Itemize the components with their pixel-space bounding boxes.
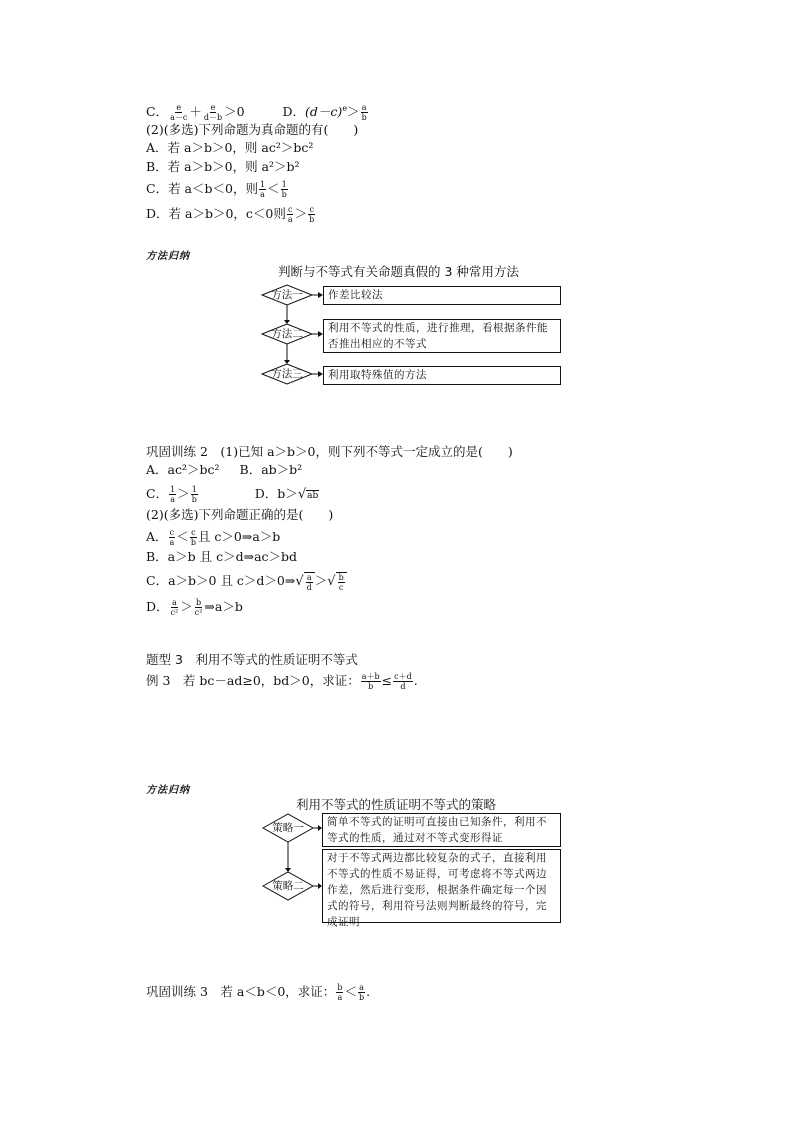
train2-options-cd: C． $\frac{1}{a}$ ＞ $\frac{1}{b}$ D．b＞√ab: [146, 485, 319, 504]
method-node-2: 方法二: [271, 328, 303, 340]
train2-options-ab: [146, 462, 302, 478]
strategy-node-1: 策略一: [272, 822, 304, 834]
fraction: $\frac{e}{a-c}$: [170, 103, 188, 122]
train2-stem-2: (2)(多选)下列命题正确的是( ): [146, 507, 334, 522]
q2-option-c: C．若 a＜b＜0，则 $\frac{1}{a}$ ＜ $\frac{1}{b}$: [146, 180, 287, 199]
method-node-1: 方法一: [271, 289, 303, 301]
q1-options-cd: C． $\frac{e}{a-c}$ ＋ $\frac{e}{d-b}$ ＞0 D．$(d-c)^e>$ $\frac{a}{b}$: [146, 103, 367, 122]
method-summary-label: 方法归纳: [146, 251, 190, 262]
train2-option-d2: D． $\frac{a}{\text{c²}}$ ＞ $\frac{b}{\text{c²}}$ ⇒a＞b: [146, 598, 243, 617]
method-diagram-title: 判断与不等式有关命题真假的 3 种常用方法: [278, 264, 519, 279]
arrow-head: [284, 320, 290, 324]
type3-heading: 题型 3 利用不等式的性质证明不等式: [146, 652, 358, 667]
strategy-box-1: 简单不等式的证明可直接由已知条件，利用不等式的性质，通过对不等式变形得证: [322, 813, 561, 847]
strategy-box-2: 对于不等式两边都比较复杂的式子，直接利用不等式的性质不易证得，可考虑将不等式两边作差，然后进行变形，根据条件确定每一个因式的符号，利用符号法则判断最终的符号，完成证明: [322, 849, 561, 923]
train2-option-a2: A． $\frac{c}{a}$ ＜ $\frac{c}{b}$ 且 c＞0⇒a＞b: [146, 528, 281, 547]
q2-option-b: B．若 a＞b＞0，则 a²＞b²: [146, 159, 300, 174]
train2-option-a: A．ac²＞bc²: [146, 462, 220, 477]
method-box-2: 利用不等式的性质，进行推理，看根据条件能否推出相应的不等式: [323, 319, 561, 353]
q2-stem: (2)(多选)下列命题为真命题的有( ): [146, 122, 359, 137]
fraction: $\frac{e}{d-b}$: [203, 103, 223, 122]
train2-option-c2: C．a＞b＞0 且 c＞d＞0⇒√ $\frac{a}{d}$ ＞√ $\frac{b}{c}$: [146, 572, 347, 592]
q2-option-a: A．若 a＞b＞0，则 ac²＞bc²: [146, 140, 314, 155]
fraction: $\frac{a}{b}$: [361, 103, 367, 122]
strategy-node-2: 策略二: [272, 880, 304, 892]
train3: 巩固训练 3 若 a＜b＜0，求证： $\frac{b}{a}$ ＜ $\frac{a}{b}$ .: [146, 983, 371, 1002]
method-box-3: 利用取特殊值的方法: [323, 366, 561, 385]
train2-option-b2: B．a＞b 且 c＞d⇒ac＞bd: [146, 549, 298, 564]
train2-option-b: B．ab＞b²: [239, 462, 303, 477]
method-node-3: 方法三: [271, 368, 303, 380]
arrow-head: [285, 868, 291, 872]
strategy-diagram-title: 利用不等式的性质证明不等式的策略: [296, 797, 497, 812]
example3: 例 3 若 bc－ad≥0，bd＞0，求证： $\frac{a+b}{b}$ ≤ $\frac{c+d}{d}$ .: [146, 672, 418, 691]
arrow-head: [284, 360, 290, 364]
q2-option-d: D．若 a＞b＞0，c＜0则 $\frac{c}{a}$ ＞ $\frac{c}{b}$: [146, 205, 315, 224]
train2-stem: 巩固训练 2 (1)已知 a＞b＞0，则下列不等式一定成立的是( ): [146, 444, 513, 459]
option-d-label: D．: [282, 104, 306, 119]
method-box-1: 作差比较法: [323, 286, 561, 305]
strategy-summary-label: 方法归纳: [146, 785, 190, 796]
option-c-label: C．: [146, 104, 169, 119]
